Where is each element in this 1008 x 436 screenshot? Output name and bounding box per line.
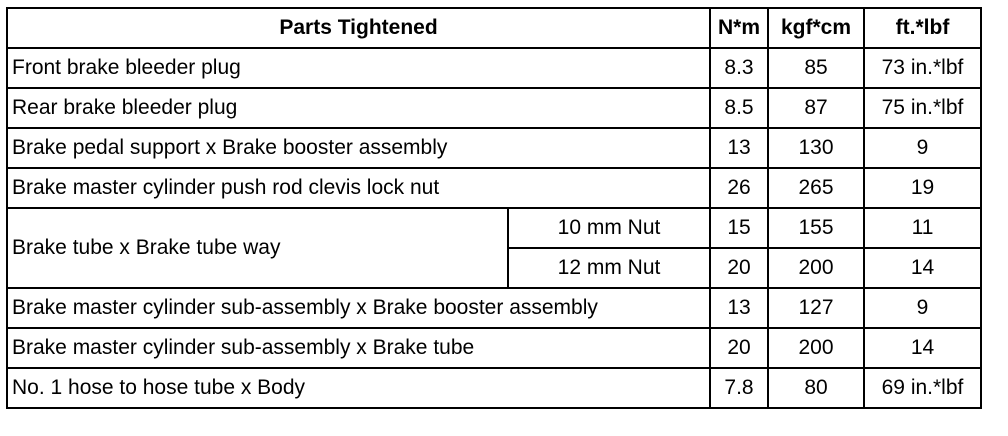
header-row [7,8,981,48]
part-name: Front brake bleeder plug [7,48,710,88]
ftlbf-value: 14 [864,328,981,368]
sub-item-label: 12 mm Nut [508,248,710,288]
nm-value: 15 [710,208,768,248]
ftlbf-value: 9 [864,128,981,168]
part-name: Brake pedal support x Brake booster assembly [7,128,710,168]
part-name: Brake master cylinder push rod clevis lock nut [7,168,710,208]
nm-value: 13 [710,288,768,328]
ftlbf-value: 69 in.*lbf [864,368,981,408]
kgfcm-value: 130 [768,128,864,168]
ftlbf-value: 19 [864,168,981,208]
nm-value: 8.5 [710,88,768,128]
nm-value: 8.3 [710,48,768,88]
nm-value: 20 [710,328,768,368]
sub-item-label: 10 mm Nut [508,208,710,248]
table-row [7,288,981,328]
table-row [7,88,981,128]
table-row [7,48,981,88]
kgfcm-value: 155 [768,208,864,248]
ftlbf-value: 11 [864,208,981,248]
kgfcm-value: 127 [768,288,864,328]
kgfcm-value: 200 [768,328,864,368]
part-name: Brake master cylinder sub-assembly x Brake booster assembly [7,288,710,328]
table-row [7,208,981,248]
part-name: Rear brake bleeder plug [7,88,710,128]
ftlbf-value: 75 in.*lbf [864,88,981,128]
ftlbf-value: 9 [864,288,981,328]
header-nm: N*m [710,8,768,48]
nm-value: 7.8 [710,368,768,408]
kgfcm-value: 265 [768,168,864,208]
table-row [7,368,981,408]
header-ftlbf: ft.*lbf [864,8,981,48]
part-name: Brake tube x Brake tube way [7,208,508,288]
kgfcm-value: 200 [768,248,864,288]
kgfcm-value: 85 [768,48,864,88]
table-row [7,328,981,368]
part-name: No. 1 hose to hose tube x Body [7,368,710,408]
table-row [7,128,981,168]
table-row [7,168,981,208]
ftlbf-value: 73 in.*lbf [864,48,981,88]
kgfcm-value: 87 [768,88,864,128]
nm-value: 20 [710,248,768,288]
header-parts-tightened: Parts Tightened [7,8,710,48]
header-kgfcm: kgf*cm [768,8,864,48]
part-name: Brake master cylinder sub-assembly x Brake tube [7,328,710,368]
torque-spec-table [6,7,982,409]
kgfcm-value: 80 [768,368,864,408]
ftlbf-value: 14 [864,248,981,288]
nm-value: 13 [710,128,768,168]
nm-value: 26 [710,168,768,208]
